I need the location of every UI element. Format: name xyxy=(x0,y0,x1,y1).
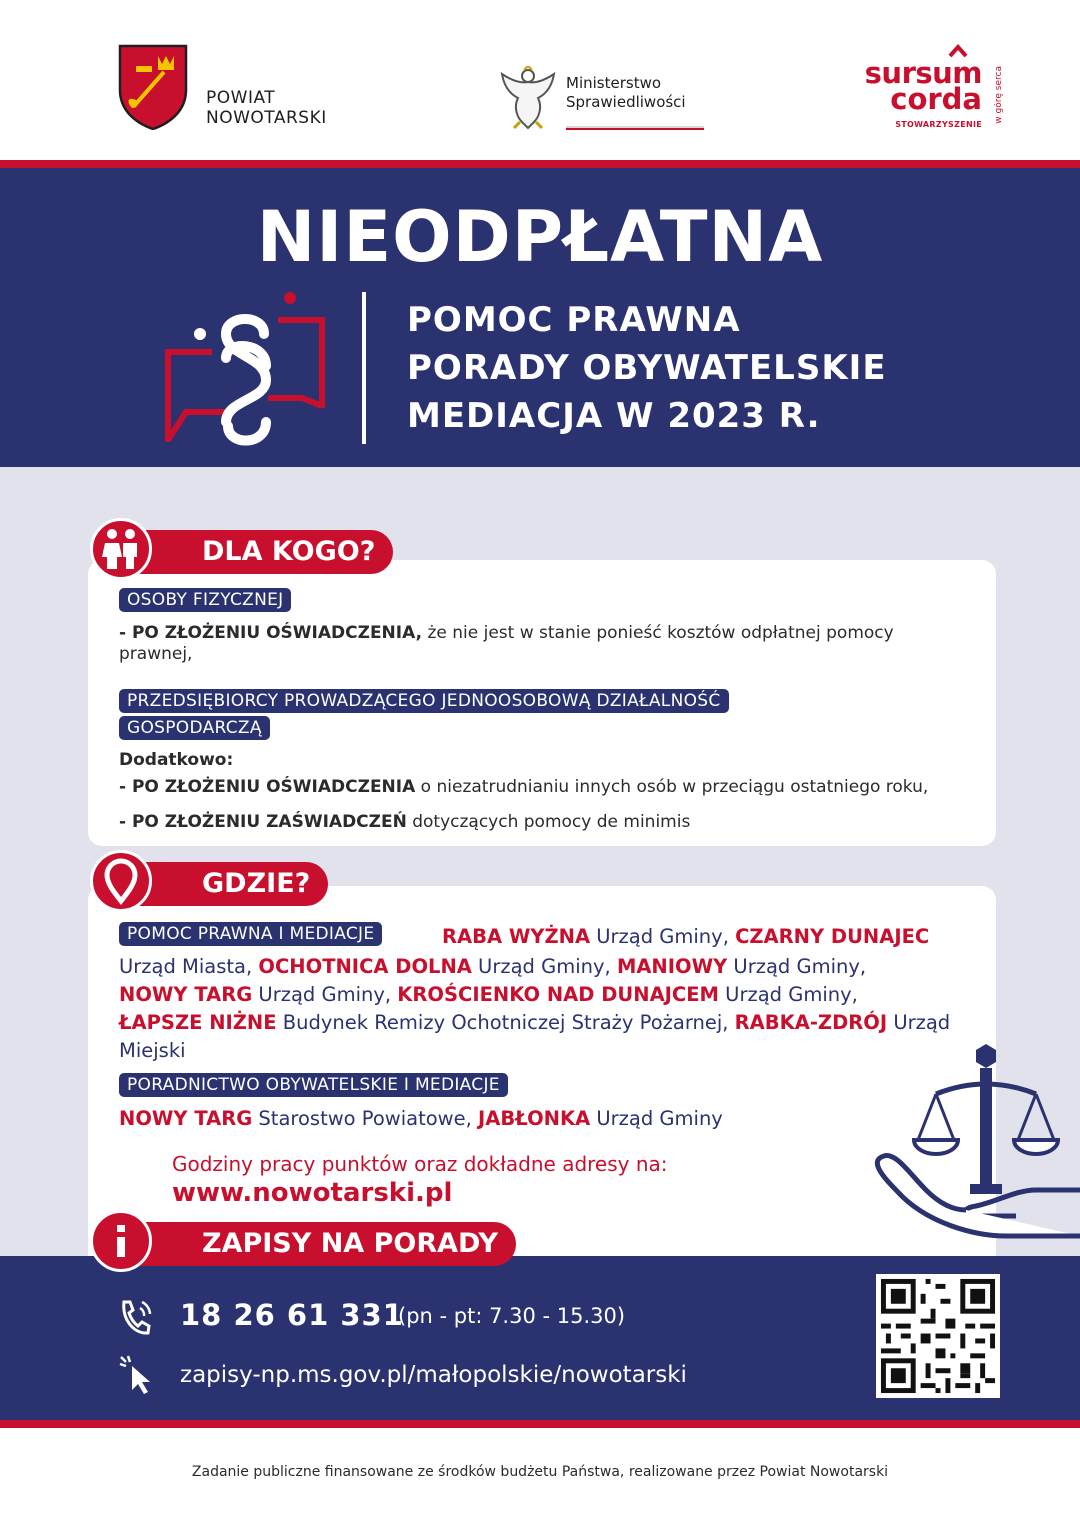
tag-natural-persons: OSOBY FIZYCZNEJ xyxy=(119,588,291,612)
where-line-3: NOWY TARG Urząd Gminy, KROŚCIENKO NAD DUNAJCEM Urząd Gminy, xyxy=(119,983,858,1006)
paragraph-icon xyxy=(160,290,330,450)
where-line-4: ŁAPSZE NIŻNE Budynek Remizy Ochotniczej Straży Pożarnej, RABKA-ZDRÓJ Urząd xyxy=(119,1011,951,1034)
banner-divider xyxy=(362,292,366,444)
signup-badge xyxy=(90,1210,152,1272)
where-line-1: RABA WYŻNA Urząd Gminy, CZARNY DUNAJEC xyxy=(442,925,930,948)
where-line-6: NOWY TARG Starostwo Powiatowe, JABŁONKA Urząd Gminy xyxy=(119,1107,723,1130)
ministry-name-line2: Sprawiedliwości xyxy=(566,93,686,111)
phone-icon xyxy=(118,1298,154,1338)
who-text-1b: prawnej, xyxy=(119,644,193,664)
sc-word2: corda xyxy=(890,82,982,116)
info-icon xyxy=(93,1213,149,1269)
who-text-3: - PO ZŁOŻENIU ZAŚWIADCZEŃ dotyczących pomocy de minimis xyxy=(119,812,691,832)
tag-legal-aid: POMOC PRAWNA I MEDIACJE xyxy=(119,922,382,946)
scale-hand-icon xyxy=(866,1040,1080,1250)
where-badge xyxy=(90,850,152,912)
tag-entrepreneur-line2: GOSPODARCZĄ xyxy=(119,716,270,740)
footer-note: Zadanie publiczne finansowane ze środków budżetu Państwa, realizowane przez Powiat Nowotarski xyxy=(191,1464,889,1480)
website-link[interactable]: www.nowotarski.pl xyxy=(172,1178,453,1208)
qr-code[interactable] xyxy=(876,1274,1000,1398)
hours-note: Godziny pracy punktów oraz dokładne adresy na: xyxy=(172,1152,668,1176)
sc-subtitle: STOWARZYSZENIE xyxy=(895,120,982,129)
powiat-logo xyxy=(118,44,358,134)
signup-section-header xyxy=(0,1222,520,1266)
signup-url[interactable]: zapisy-np.ms.gov.pl/małopolskie/nowotarski xyxy=(180,1362,687,1388)
tag-civic-advice: PORADNICTWO OBYWATELSKIE I MEDIACJE xyxy=(119,1073,508,1097)
subtitle-line2: PORADY OBYWATELSKIE xyxy=(407,348,887,388)
main-title: NIEODPŁATNA xyxy=(256,196,824,278)
coat-of-arms-icon xyxy=(118,44,188,130)
phone-number[interactable]: 18 26 61 331 xyxy=(180,1298,404,1332)
signup-heading: ZAPISY NA PORADY xyxy=(118,1222,516,1266)
phone-hours: (pn - pt: 7.30 - 15.30) xyxy=(398,1304,626,1328)
where-heading: GDZIE? xyxy=(118,862,328,906)
location-pin-icon xyxy=(93,853,149,909)
sursum-corda-logo xyxy=(860,44,1010,134)
sc-vertical-text: w górę serca xyxy=(994,66,1004,124)
people-icon xyxy=(93,521,149,577)
ministry-logo xyxy=(500,66,710,136)
ministry-flag-bar xyxy=(566,126,704,130)
subtitle-line1: POMOC PRAWNA xyxy=(407,300,741,340)
powiat-name-line2: NOWOTARSKI xyxy=(206,108,327,128)
who-badge xyxy=(90,518,152,580)
who-section-header xyxy=(0,530,400,574)
where-section-header xyxy=(0,862,400,906)
sc-word1: sursum xyxy=(864,56,982,90)
eagle-icon xyxy=(500,66,556,130)
who-heading: DLA KOGO? xyxy=(118,530,393,574)
where-line-5: Miejski xyxy=(119,1039,186,1062)
who-text-1: - PO ZŁOŻENIU OŚWIADCZENIA, że nie jest w stanie ponieść kosztów odpłatnej pomocy xyxy=(119,623,894,643)
cursor-icon xyxy=(118,1354,158,1396)
ministry-name-line1: Ministerstwo xyxy=(566,74,662,92)
who-additionally: Dodatkowo: xyxy=(119,750,234,770)
tag-entrepreneur-line1: PRZEDSIĘBIORCY PROWADZĄCEGO JEDNOOSOBOWĄ DZIAŁALNOŚĆ xyxy=(119,689,729,713)
where-line-2: Urząd Miasta, OCHOTNICA DOLNA Urząd Gminy, MANIOWY Urząd Gminy, xyxy=(119,955,867,978)
powiat-name-line1: POWIAT xyxy=(206,88,276,108)
subtitle-line3: MEDIACJA W 2023 R. xyxy=(407,396,821,436)
who-text-2: - PO ZŁOŻENIU OŚWIADCZENIA o niezatrudnianiu innych osób w przeciągu ostatniego roku, xyxy=(119,777,929,797)
